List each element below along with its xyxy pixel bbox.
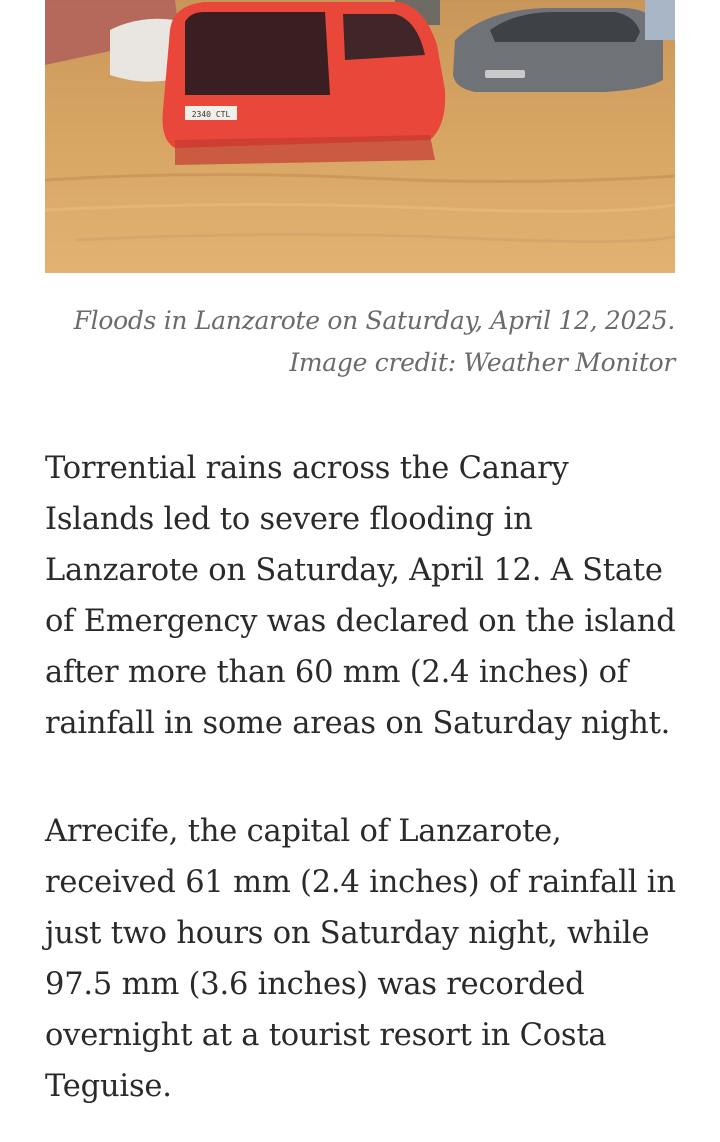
caption-line-1: Floods in Lanzarote on Saturday, April 12, 2025. (73, 306, 675, 335)
paragraph-line: Islands led to severe flooding in (45, 502, 533, 537)
license-plate-text: 2340 CTL (191, 110, 231, 119)
paragraph-line: received 61 mm (2.4 inches) of rainfall in (45, 865, 676, 900)
red-van-rear-window (185, 12, 330, 95)
paragraph-line: of Emergency was declared on the island (45, 604, 676, 639)
article-body (45, 443, 685, 1142)
paragraph (45, 806, 685, 1112)
flood-photo-illustration (45, 0, 675, 273)
flood-photo[interactable] (45, 0, 675, 273)
paragraph-line: rainfall in some areas on Saturday night. (45, 706, 671, 741)
paragraph-line: Teguise. (45, 1069, 172, 1104)
caption-line-2: Image credit: Weather Monitor (289, 348, 675, 377)
wall (645, 0, 675, 40)
grey-car-plate (485, 70, 525, 78)
paragraph-line: Arrecife, the capital of Lanzarote, (45, 814, 562, 849)
paragraph-line: just two hours on Saturday night, while (45, 916, 650, 951)
paragraph (45, 443, 685, 749)
paragraph-line: Lanzarote on Saturday, April 12. A State (45, 553, 663, 588)
van-reflection (175, 135, 435, 165)
paragraph-line: overnight at a tourist resort in Costa (45, 1018, 607, 1053)
paragraph-line: 97.5 mm (3.6 inches) was recorded (45, 967, 585, 1002)
white-car-background (110, 19, 175, 82)
paragraph-line: Torrential rains across the Canary (45, 451, 569, 486)
paragraph-line: after more than 60 mm (2.4 inches) of (45, 655, 628, 690)
photo-caption (45, 300, 675, 384)
